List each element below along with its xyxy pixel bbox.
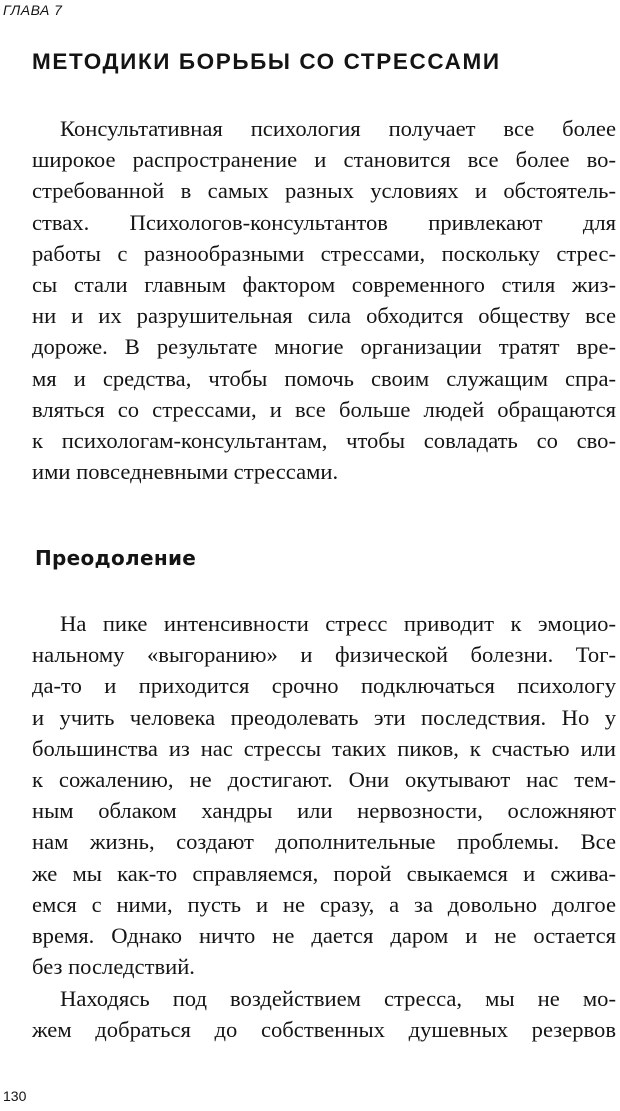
running-head: ГЛАВА 7 — [3, 2, 63, 18]
paragraph-line: мя и средства, чтобы помочь своим служащим спра- — [32, 365, 616, 391]
chapter-title: МЕТОДИКИ БОРЬБЫ СО СТРЕССАМИ — [32, 49, 501, 74]
section-heading: Преодоление — [35, 546, 197, 570]
paragraph-line: к сожалению, не достигают. Они окутывают нас тем- — [32, 767, 616, 793]
paragraph-coping — [32, 608, 616, 982]
paragraph-line: ным облаком хандры или нервозности, осложняют — [32, 798, 616, 824]
paragraph-line: большинства из нас стрессы таких пиков, к счастью или — [32, 735, 616, 761]
paragraph-line: да-то и приходится срочно подключаться психологу — [32, 673, 616, 699]
paragraph-line: и учить человека преодолевать эти последствия. Но у — [32, 704, 616, 730]
paragraph-line: ими повседневными стрессами. — [32, 459, 339, 485]
paragraph-line: к психологам-консультантам, чтобы совладать со сво- — [32, 428, 616, 454]
paragraph-line: время. Однако ничто не дается даром и не остается — [32, 923, 616, 949]
paragraph-line: без последствий. — [32, 954, 195, 980]
paragraph-line: емся с ними, пусть и не сразу, а за довольно долгое — [32, 891, 616, 917]
paragraph-line: ни и их разрушительная сила обходится обществу все — [32, 303, 616, 329]
paragraph-line: нальному «выгоранию» и физической болезни. Тог- — [32, 642, 616, 668]
paragraph-line: дороже. В результате многие организации тратят вре- — [32, 334, 616, 360]
paragraph-line: сы стали главным фактором современного стиля жиз- — [32, 272, 616, 298]
paragraph-intro — [32, 113, 616, 487]
paragraph-line: ствах. Психологов-консультантов привлекают для — [32, 209, 616, 235]
paragraph-line: работы с разнообразными стрессами, поскольку стрес- — [32, 240, 616, 266]
paragraph-resources — [32, 983, 616, 1045]
paragraph-line: же мы как-то справляемся, порой свыкаемся и сжива- — [32, 860, 616, 886]
paragraph-line: вляться со стрессами, и все больше людей обращаются — [32, 396, 616, 422]
page-number: 130 — [3, 1088, 27, 1104]
paragraph-line: широкое распространение и становится все более во- — [32, 147, 616, 173]
paragraph-line: Консультативная психология получает все более — [60, 116, 616, 141]
paragraph-line: Находясь под воздействием стресса, мы не мо- — [60, 986, 616, 1011]
paragraph-line: стребованной в самых разных условиях и обстоятель- — [32, 178, 616, 204]
paragraph-line: На пике интенсивности стресс приводит к эмоцио- — [60, 611, 616, 636]
paragraph-line: нам жизнь, создают дополнительные проблемы. Все — [32, 829, 616, 855]
paragraph-line: жем добраться до собственных душевных резервов — [32, 1017, 616, 1043]
